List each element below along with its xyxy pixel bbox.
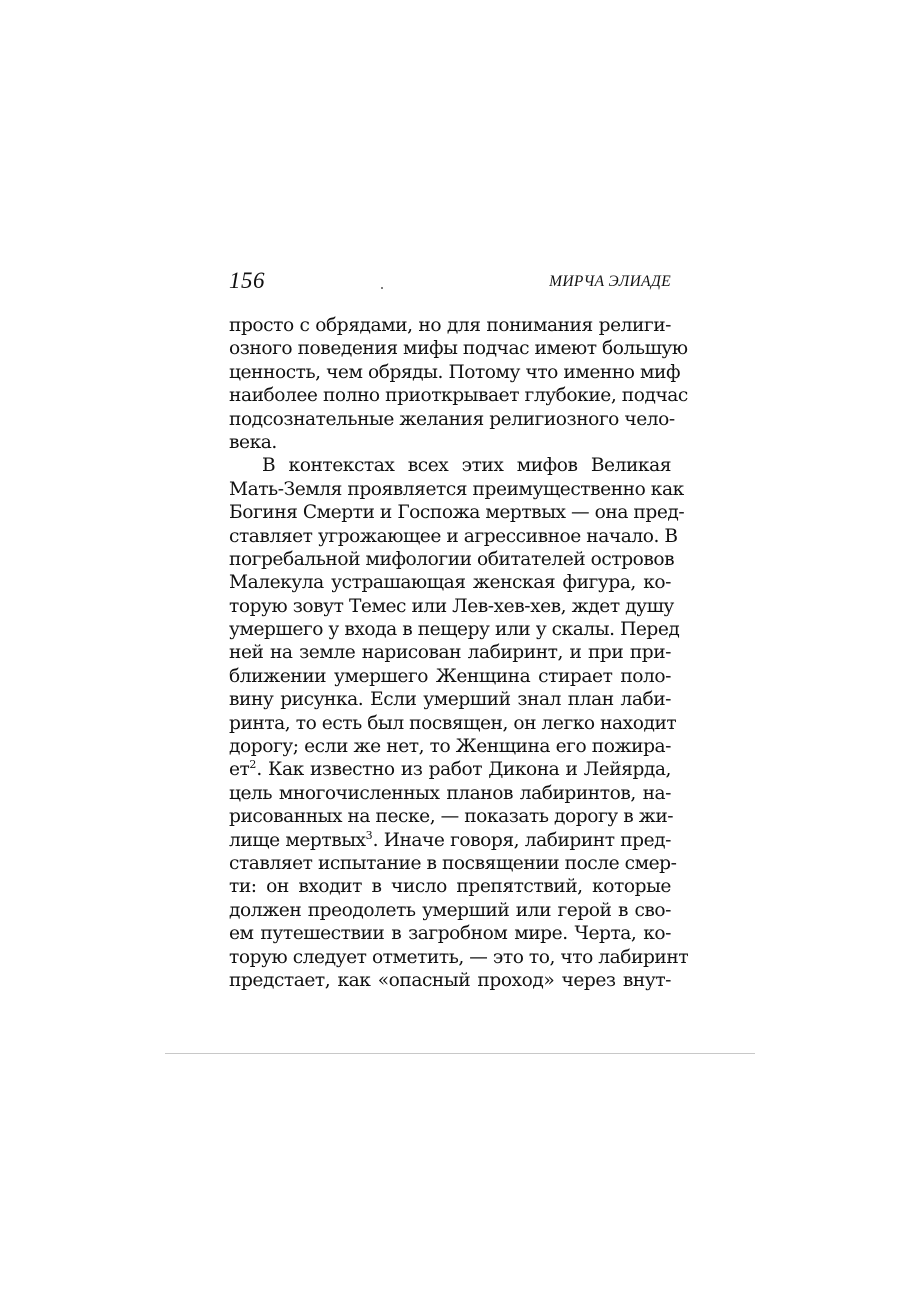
text-line: ринта, то есть был посвящен, он легко находит [229,712,677,734]
text-line: озного поведения мифы подчас имеют большую [229,338,688,360]
text-line: наиболее полно приоткрывает глубокие, подчас [229,385,688,407]
text-line: предстает, как «опасный проход» через внут- [229,969,671,991]
text-line: ценность, чем обряды. Потому что именно миф [229,361,681,383]
footnote-ref-3[interactable]: 3 [365,828,373,842]
text-line: умершего у входа в пещеру или у скалы. Перед [229,619,680,641]
text-line: ставляет угрожающее и агрессивное начало. В [229,525,678,547]
page-header [229,268,671,300]
text-line: ближении умершего Женщина стирает поло- [229,665,671,687]
text-line-with-footnote [229,758,671,781]
text-line: подсознательные желания религиозного чело- [229,408,675,430]
text-line: дорогу; если же нет, то Женщина его пожира- [229,736,671,758]
page-bottom-rule [165,1053,755,1054]
paragraph-start-line: В контекстах всех этих мифов Великая [262,455,671,477]
text-line: ней на земле нарисован лабиринт, и при при- [229,642,671,664]
text-line: Богиня Смерти и Госпожа мертвых — она пред- [229,502,685,524]
page-number: 156 [229,268,265,293]
text-segment: . Иначе говоря, лабиринт пред- [372,829,671,851]
text-line: ставляет испытание в посвящении после смер- [229,852,677,874]
text-line: торую следует отметить, — это то, что лабиринт [229,946,689,968]
text-segment: ет [229,759,250,781]
text-line: ем путешествии в загробном мире. Черта, ко- [229,923,671,945]
text-segment: лище мертвых [229,829,366,851]
text-line: погребальной мифологии обитателей островов [229,548,675,570]
header-dot [381,287,383,289]
text-line: Малекула устрашающая женская фигура, ко- [229,572,671,594]
body-text [229,314,689,992]
text-line: рисованных на песке, — показать дорогу в жи- [229,806,674,828]
text-line-with-footnote [229,829,671,852]
text-line: должен преодолеть умерший или герой в сво- [229,899,671,921]
text-line: торую зовут Темес или Лев-хев-хев, ждет душу [229,595,674,617]
text-line: цель многочисленных планов лабиринтов, на- [229,782,671,804]
text-line: Мать-Земля проявляется преимущественно как [229,478,684,500]
text-line: ти: он входит в число препятствий, которые [229,876,671,898]
text-line: просто с обрядами, но для понимания религи- [229,315,671,336]
text-segment: . Как известно из работ Дикона и Лейярда, [256,759,671,781]
text-line: века. [229,431,277,453]
footnote-ref-2[interactable]: 2 [249,758,257,772]
running-head: МИРЧА ЭЛИАДЕ [549,273,671,290]
text-line: вину рисунка. Если умерший знал план лаби- [229,689,671,711]
